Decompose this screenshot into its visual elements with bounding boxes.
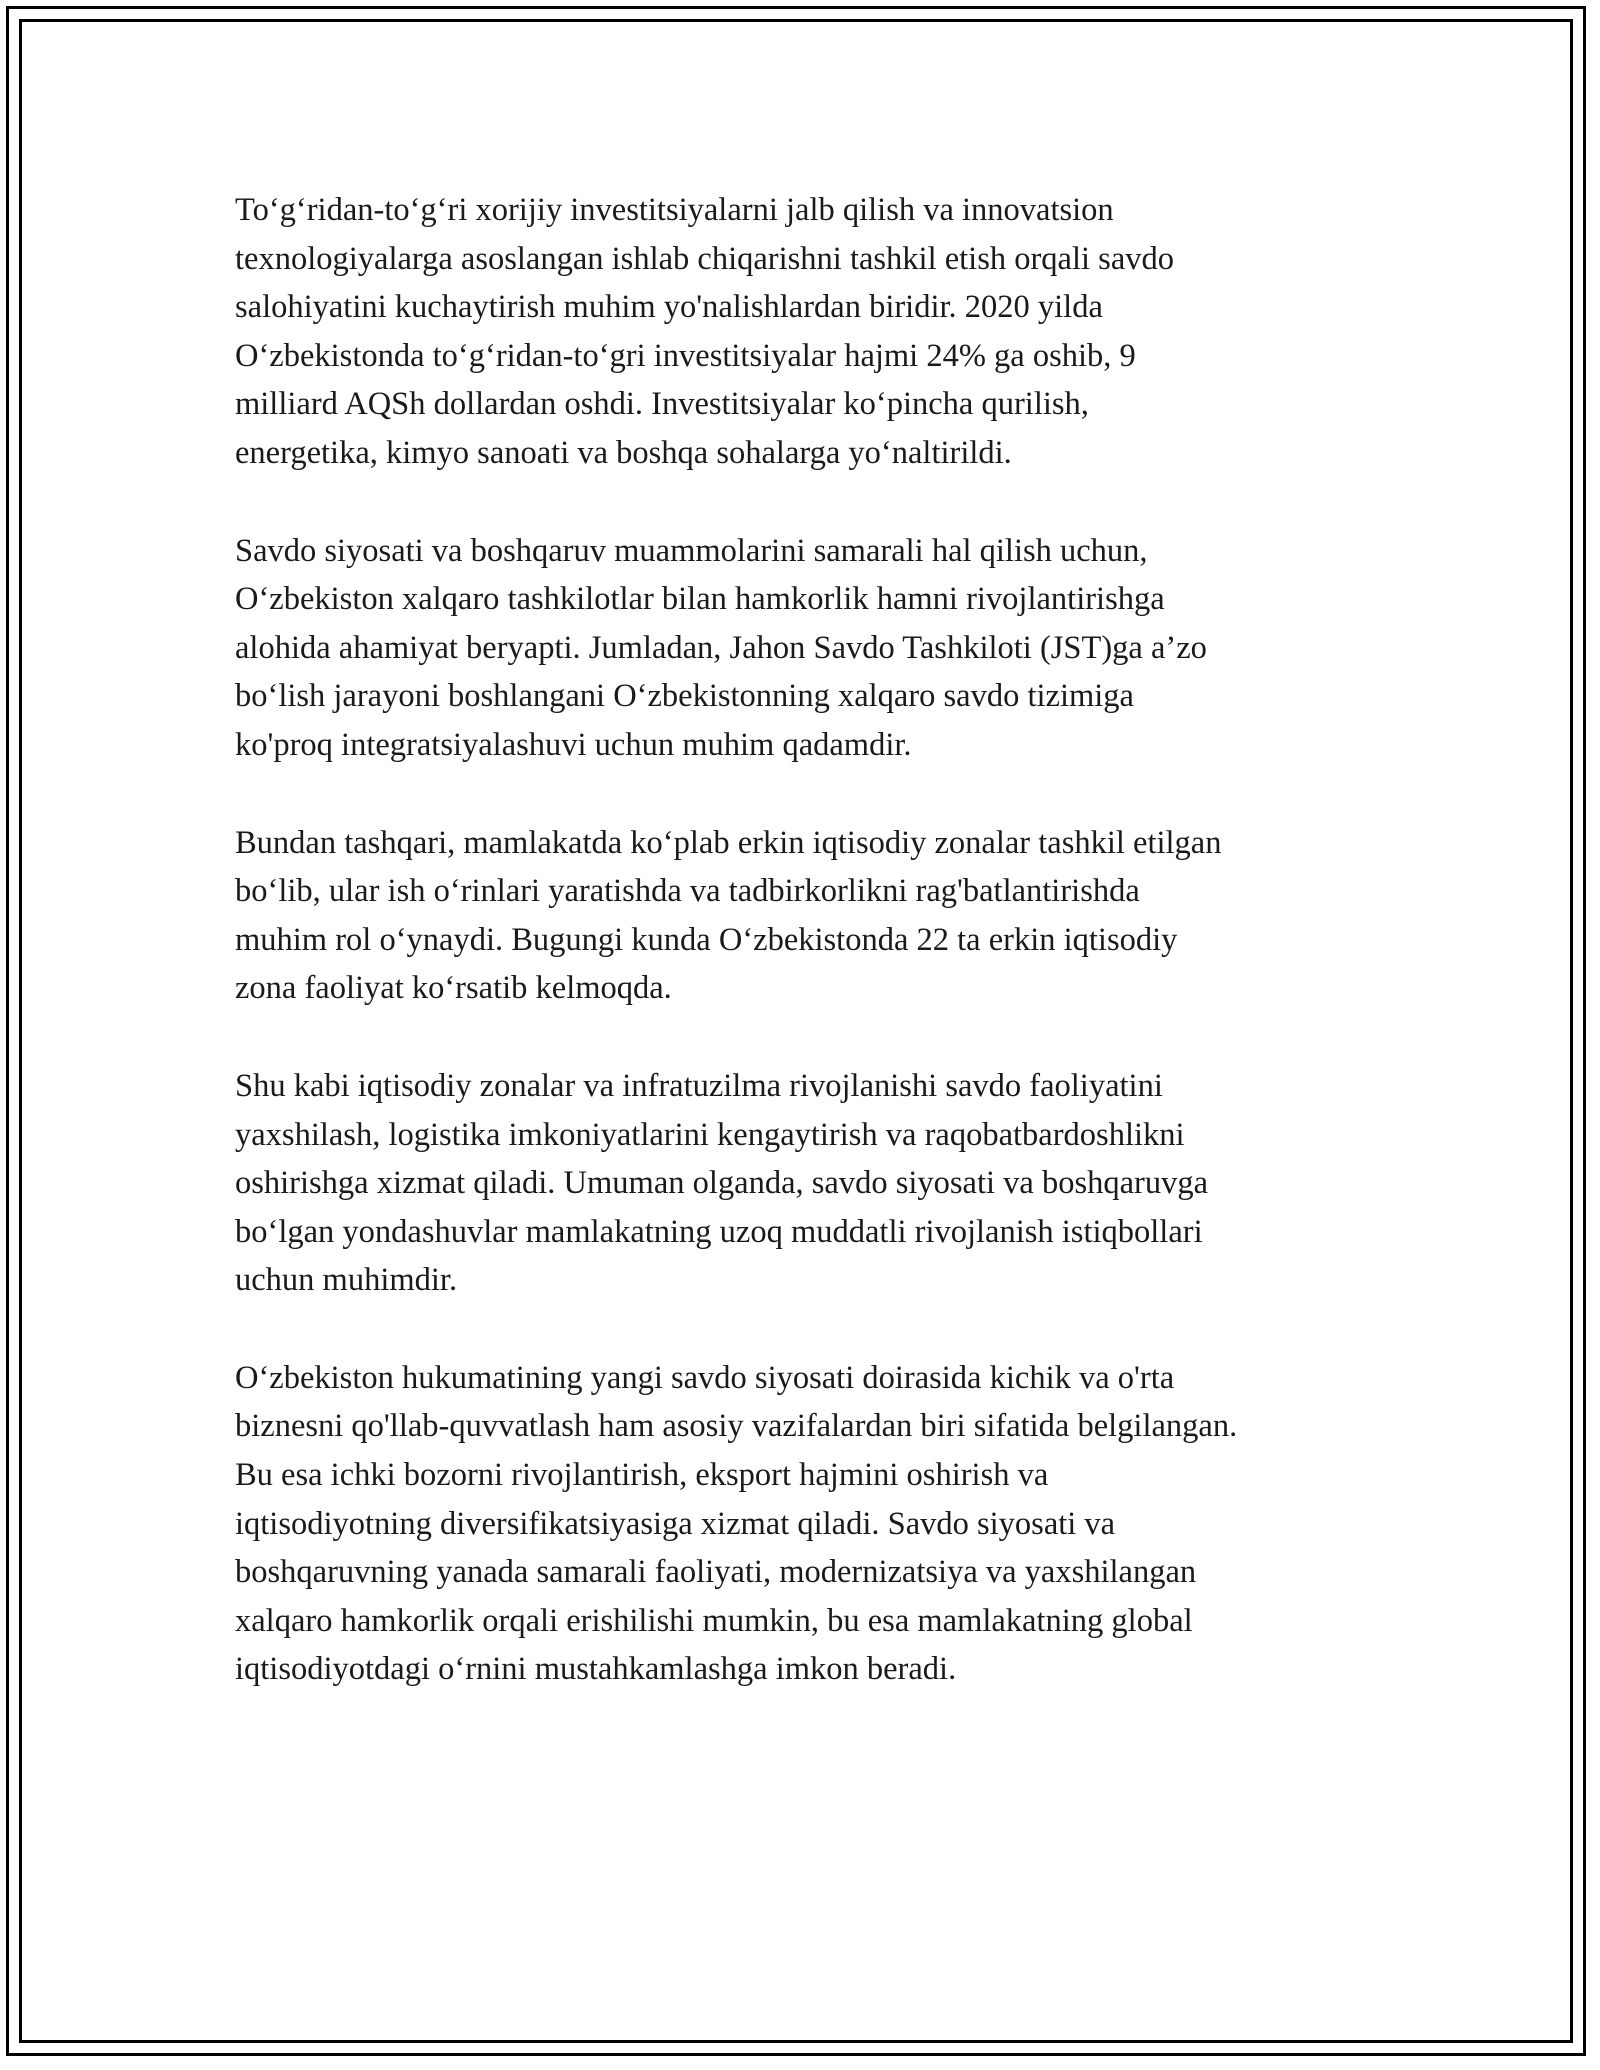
text-line: Shu kabi iqtisodiy zonalar va infratuzilma rivojlanishi savdo faoliyatini (235, 1067, 1163, 1104)
text-line: bo‘lib, ular ish o‘rinlari yaratishda va tadbirkorlikni rag'batlantirishda (235, 873, 1140, 910)
paragraph-trade-policy (235, 527, 1415, 770)
text-line: xalqaro hamkorlik orqali erishilishi mumkin, bu esa mamlakatning global (235, 1602, 1193, 1639)
text-line: oshirishga xizmat qiladi. Umuman olganda, savdo siyosati va boshqaruvga (235, 1165, 1209, 1202)
text-line: Savdo siyosati va boshqaruv muammolarini samarali hal qilish uchun, (235, 532, 1148, 569)
text-line: alohida ahamiyat beryapti. Jumladan, Jahon Savdo Tashkiloti (JST)ga a’zo (235, 629, 1207, 666)
text-line: muhim rol o‘ynaydi. Bugungi kunda O‘zbekistonda 22 ta erkin iqtisodiy (235, 921, 1178, 958)
text-line: texnologiyalarga asoslangan ishlab chiqarishni tashkil etish orqali savdo (235, 240, 1174, 277)
text-line: bo‘lish jarayoni boshlangani O‘zbekistonning xalqaro savdo tizimiga (235, 678, 1134, 715)
text-line: Bundan tashqari, mamlakatda ko‘plab erkin iqtisodiy zonalar tashkil etilgan (235, 824, 1222, 861)
text-line: energetika, kimyo sanoati va boshqa sohalarga yo‘naltirildi. (235, 434, 1012, 471)
text-line: yaxshilash, logistika imkoniyatlarini kengaytirish va raqobatbardoshlikni (235, 1116, 1185, 1153)
text-line: milliard AQSh dollardan oshdi. Investitsiyalar ko‘pincha qurilish, (235, 386, 1089, 423)
text-line: O‘zbekistonda to‘g‘ridan-to‘gri investitsiyalar hajmi 24% ga oshib, 9 (235, 337, 1136, 374)
text-line: zona faoliyat ko‘rsatib kelmoqda. (235, 970, 672, 1007)
text-line: ko'proq integratsiyalashuvi uchun muhim qadamdir. (235, 726, 912, 763)
text-line: O‘zbekiston xalqaro tashkilotlar bilan hamkorlik hamni rivojlantirishga (235, 581, 1165, 618)
text-line: O‘zbekiston hukumatining yangi savdo siyosati doirasida kichik va o'rta (235, 1359, 1175, 1396)
text-line: salohiyatini kuchaytirish muhim yo'nalishlardan biridir. 2020 yilda (235, 289, 1103, 326)
text-line: iqtisodiyotning diversifikatsiyasiga xizmat qiladi. Savdo siyosati va (235, 1505, 1116, 1542)
text-line: Bu esa ichki bozorni rivojlantirish, eksport hajmini oshirish va (235, 1457, 1049, 1494)
paragraph-infrastructure (235, 1062, 1415, 1305)
paragraph-small-business (235, 1354, 1415, 1694)
text-line: uchun muhimdir. (235, 1262, 458, 1299)
text-line: iqtisodiyotdagi o‘rnini mustahkamlashga imkon beradi. (235, 1651, 957, 1688)
text-line: bo‘lgan yondashuvlar mamlakatning uzoq muddatli rivojlanish istiqbollari (235, 1213, 1203, 1250)
text-line: To‘g‘ridan-to‘g‘ri xorijiy investitsiyalarni jalb qilish va innovatsion (235, 192, 1114, 228)
text-line: biznesni qo'llab-quvvatlash ham asosiy vazifalardan biri sifatida belgilangan. (235, 1408, 1238, 1445)
document-body (235, 186, 1415, 1743)
paragraph-investments (235, 186, 1415, 478)
paragraph-free-economic-zones (235, 819, 1415, 1013)
text-line: boshqaruvning yanada samarali faoliyati, modernizatsiya va yaxshilangan (235, 1554, 1197, 1591)
